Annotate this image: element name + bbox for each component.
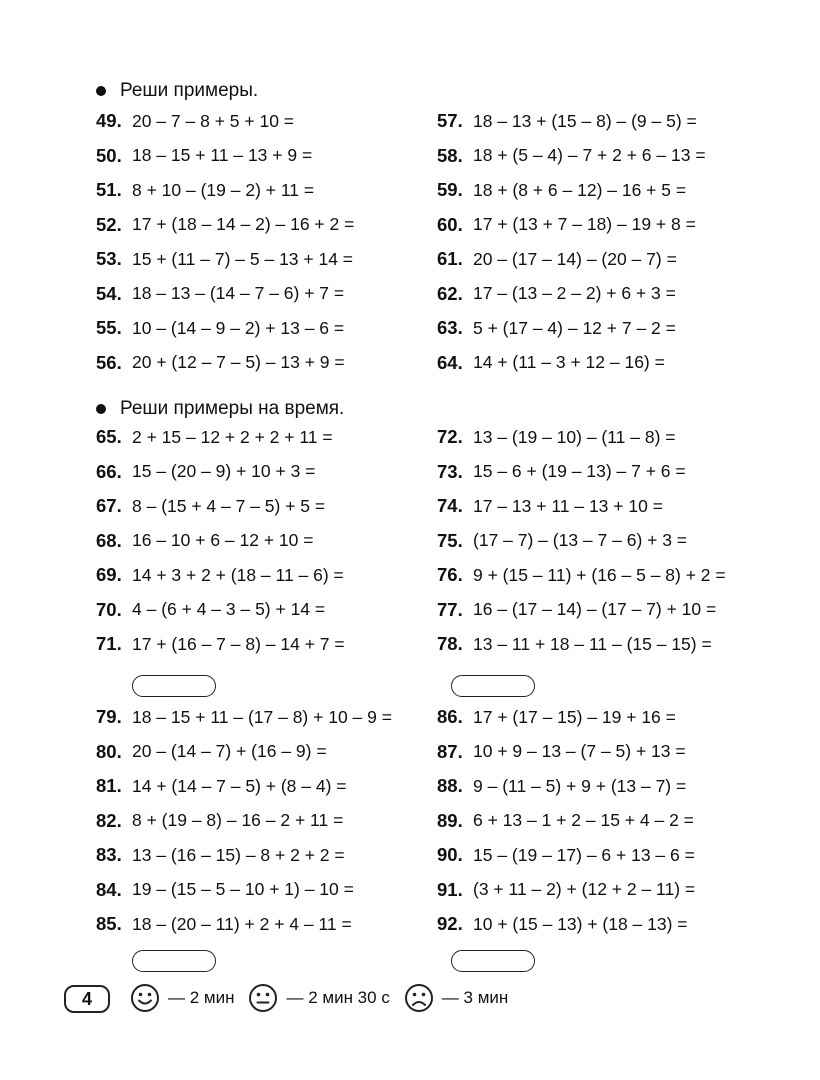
- exercise-row: [437, 139, 706, 174]
- exercise-row: [437, 700, 695, 735]
- section3-left-column: [96, 700, 392, 942]
- exercise-row: [96, 700, 392, 735]
- exercise-expression: 10 – (14 – 9 – 2) + 13 – 6 =: [132, 317, 345, 338]
- exercise-expression: 18 – (20 – 11) + 2 + 4 – 11 =: [132, 913, 352, 934]
- exercise-number: 57.: [437, 110, 463, 132]
- exercise-row: [96, 173, 354, 208]
- exercise-expression: 17 – (13 – 2 – 2) + 6 + 3 =: [473, 283, 676, 304]
- exercise-number: 74.: [437, 495, 463, 517]
- exercise-expression: 17 + (17 – 15) – 19 + 16 =: [473, 706, 676, 727]
- legend-item-happy: [130, 983, 234, 1013]
- exercise-row: [96, 769, 392, 804]
- page-number: 4: [64, 985, 110, 1013]
- exercise-number: 78.: [437, 633, 463, 655]
- exercise-number: 59.: [437, 179, 463, 201]
- exercise-number: 70.: [96, 598, 122, 620]
- exercise-row: [437, 769, 695, 804]
- exercise-expression: 10 + (15 – 13) + (18 – 13) =: [473, 913, 688, 934]
- exercise-expression: 18 – 13 – (14 – 7 – 6) + 7 =: [132, 283, 345, 304]
- happy-face-icon: [130, 983, 160, 1013]
- exercise-number: 84.: [96, 878, 122, 900]
- exercise-row: [437, 104, 706, 139]
- exercise-number: 92.: [437, 913, 463, 935]
- exercise-number: 90.: [437, 844, 463, 866]
- exercise-expression: 18 + (8 + 6 – 12) – 16 + 5 =: [473, 179, 687, 200]
- exercise-expression: 20 – (17 – 14) – (20 – 7) =: [473, 248, 677, 269]
- exercise-row: [96, 627, 345, 662]
- exercise-number: 66.: [96, 460, 122, 482]
- exercise-row: [437, 346, 706, 381]
- section2-heading-text: Реши примеры на время.: [120, 398, 345, 419]
- exercise-number: 68.: [96, 529, 122, 551]
- section2-left-column: [96, 420, 345, 662]
- legend-item-sad: [404, 983, 508, 1013]
- exercise-expression: 15 – 6 + (19 – 13) – 7 + 6 =: [473, 461, 686, 482]
- exercise-number: 89.: [437, 809, 463, 831]
- section1-heading-text: Реши примеры.: [120, 80, 259, 101]
- exercise-expression: 14 + 3 + 2 + (18 – 11 – 6) =: [132, 564, 344, 585]
- exercise-expression: 17 + (18 – 14 – 2) – 16 + 2 =: [132, 214, 355, 235]
- exercise-expression: 6 + 13 – 1 + 2 – 15 + 4 – 2 =: [473, 810, 694, 831]
- section1-right-column: [437, 104, 706, 380]
- exercise-row: [96, 524, 345, 559]
- exercise-number: 76.: [437, 564, 463, 586]
- exercise-row: [96, 277, 354, 312]
- exercise-number: 80.: [96, 740, 122, 762]
- exercise-number: 54.: [96, 282, 122, 304]
- exercise-number: 69.: [96, 564, 122, 586]
- exercise-number: 83.: [96, 844, 122, 866]
- exercise-number: 87.: [437, 740, 463, 762]
- exercise-expression: 2 + 15 – 12 + 2 + 2 + 11 =: [132, 426, 333, 447]
- exercise-expression: 5 + (17 – 4) – 12 + 7 – 2 =: [473, 317, 676, 338]
- legend-text: — 3 мин: [441, 988, 509, 1007]
- exercise-row: [96, 735, 392, 770]
- exercise-row: [437, 455, 726, 490]
- exercise-expression: 8 + (19 – 8) – 16 – 2 + 11 =: [132, 810, 344, 831]
- exercise-expression: 8 + 10 – (19 – 2) + 11 =: [132, 179, 315, 200]
- time-answer-box[interactable]: [451, 950, 535, 972]
- exercise-row: [437, 873, 695, 908]
- exercise-number: 85.: [96, 913, 122, 935]
- exercise-row: [437, 311, 706, 346]
- exercise-row: [437, 907, 695, 942]
- exercise-number: 61.: [437, 248, 463, 270]
- sad-face-icon: [404, 983, 434, 1013]
- exercise-number: 73.: [437, 460, 463, 482]
- exercise-row: [437, 558, 726, 593]
- section1-heading: [96, 80, 258, 102]
- time-answer-box[interactable]: [132, 950, 216, 972]
- exercise-expression: 18 – 13 + (15 – 8) – (9 – 5) =: [473, 110, 697, 131]
- exercise-expression: 13 – (19 – 10) – (11 – 8) =: [473, 426, 676, 447]
- exercise-number: 51.: [96, 179, 122, 201]
- legend-item-neutral: [248, 983, 389, 1013]
- exercise-row: [96, 593, 345, 628]
- neutral-face-icon: [248, 983, 278, 1013]
- exercise-number: 56.: [96, 351, 122, 373]
- exercise-row: [437, 277, 706, 312]
- exercise-row: [96, 104, 354, 139]
- exercise-expression: 10 + 9 – 13 – (7 – 5) + 13 =: [473, 741, 686, 762]
- exercise-expression: 13 – 11 + 18 – 11 – (15 – 15) =: [473, 633, 712, 654]
- section2-right-column: [437, 420, 726, 662]
- exercise-number: 72.: [437, 426, 463, 448]
- exercise-number: 62.: [437, 282, 463, 304]
- exercise-expression: 18 + (5 – 4) – 7 + 2 + 6 – 13 =: [473, 145, 706, 166]
- bullet-icon: [96, 404, 106, 414]
- exercise-expression: (3 + 11 – 2) + (12 + 2 – 11) =: [473, 879, 696, 900]
- exercise-expression: 20 + (12 – 7 – 5) – 13 + 9 =: [132, 352, 345, 373]
- exercise-expression: 14 + (14 – 7 – 5) + (8 – 4) =: [132, 775, 347, 796]
- exercise-row: [437, 420, 726, 455]
- exercise-row: [96, 489, 345, 524]
- exercise-number: 63.: [437, 317, 463, 339]
- exercise-expression: 16 – (17 – 14) – (17 – 7) + 10 =: [473, 599, 717, 620]
- exercise-expression: 20 – (14 – 7) + (16 – 9) =: [132, 741, 327, 762]
- exercise-row: [437, 593, 726, 628]
- exercise-expression: 4 – (6 + 4 – 3 – 5) + 14 =: [132, 599, 326, 620]
- exercise-row: [437, 524, 726, 559]
- exercise-expression: 17 + (13 + 7 – 18) – 19 + 8 =: [473, 214, 696, 235]
- exercise-expression: 9 – (11 – 5) + 9 + (13 – 7) =: [473, 775, 687, 796]
- exercise-number: 49.: [96, 110, 122, 132]
- exercise-expression: 20 – 7 – 8 + 5 + 10 =: [132, 110, 295, 131]
- exercise-expression: 15 – (20 – 9) + 10 + 3 =: [132, 461, 316, 482]
- legend-text: — 2 мин 30 с: [286, 988, 390, 1007]
- exercise-number: 65.: [96, 426, 122, 448]
- exercise-row: [96, 907, 392, 942]
- exercise-expression: 8 – (15 + 4 – 7 – 5) + 5 =: [132, 495, 326, 516]
- section1-left-column: [96, 104, 354, 380]
- exercise-number: 81.: [96, 775, 122, 797]
- exercise-row: [437, 173, 706, 208]
- exercise-row: [437, 735, 695, 770]
- exercise-row: [96, 873, 392, 908]
- exercise-number: 60.: [437, 213, 463, 235]
- exercise-number: 79.: [96, 706, 122, 728]
- exercise-expression: 13 – (16 – 15) – 8 + 2 + 2 =: [132, 844, 345, 865]
- time-legend: [130, 983, 522, 1013]
- exercise-number: 52.: [96, 213, 122, 235]
- exercise-row: [96, 455, 345, 490]
- exercise-expression: 14 + (11 – 3 + 12 – 16) =: [473, 352, 665, 373]
- exercise-expression: 15 + (11 – 7) – 5 – 13 + 14 =: [132, 248, 354, 269]
- exercise-row: [96, 311, 354, 346]
- exercise-number: 77.: [437, 598, 463, 620]
- exercise-number: 64.: [437, 351, 463, 373]
- exercise-expression: 19 – (15 – 5 – 10 + 1) – 10 =: [132, 879, 354, 900]
- exercise-number: 58.: [437, 144, 463, 166]
- exercise-row: [437, 489, 726, 524]
- time-answer-box[interactable]: [451, 675, 535, 697]
- section3-right-column: [437, 700, 695, 942]
- exercise-row: [96, 804, 392, 839]
- bullet-icon: [96, 86, 106, 96]
- exercise-expression: 17 + (16 – 7 – 8) – 14 + 7 =: [132, 633, 345, 654]
- exercise-number: 88.: [437, 775, 463, 797]
- exercise-number: 91.: [437, 878, 463, 900]
- exercise-row: [96, 420, 345, 455]
- exercise-expression: 16 – 10 + 6 – 12 + 10 =: [132, 530, 314, 551]
- exercise-number: 55.: [96, 317, 122, 339]
- exercise-row: [437, 242, 706, 277]
- exercise-expression: 15 – (19 – 17) – 6 + 13 – 6 =: [473, 844, 695, 865]
- exercise-row: [437, 627, 726, 662]
- exercise-number: 50.: [96, 144, 122, 166]
- exercise-number: 82.: [96, 809, 122, 831]
- exercise-row: [437, 208, 706, 243]
- exercise-row: [96, 838, 392, 873]
- exercise-expression: 9 + (15 – 11) + (16 – 5 – 8) + 2 =: [473, 564, 726, 585]
- exercise-number: 75.: [437, 529, 463, 551]
- exercise-row: [437, 804, 695, 839]
- exercise-expression: 18 – 15 + 11 – (17 – 8) + 10 – 9 =: [132, 706, 392, 727]
- legend-text: — 2 мин: [168, 988, 235, 1007]
- exercise-number: 67.: [96, 495, 122, 517]
- exercise-expression: 18 – 15 + 11 – 13 + 9 =: [132, 145, 313, 166]
- exercise-expression: (17 – 7) – (13 – 7 – 6) + 3 =: [473, 530, 688, 551]
- exercise-number: 53.: [96, 248, 122, 270]
- exercise-row: [437, 838, 695, 873]
- exercise-row: [96, 346, 354, 381]
- exercise-row: [96, 558, 345, 593]
- time-answer-box[interactable]: [132, 675, 216, 697]
- exercise-row: [96, 242, 354, 277]
- section2-heading: [96, 398, 344, 420]
- exercise-number: 71.: [96, 633, 122, 655]
- exercise-expression: 17 – 13 + 11 – 13 + 10 =: [473, 495, 663, 516]
- exercise-number: 86.: [437, 706, 463, 728]
- exercise-row: [96, 139, 354, 174]
- exercise-row: [96, 208, 354, 243]
